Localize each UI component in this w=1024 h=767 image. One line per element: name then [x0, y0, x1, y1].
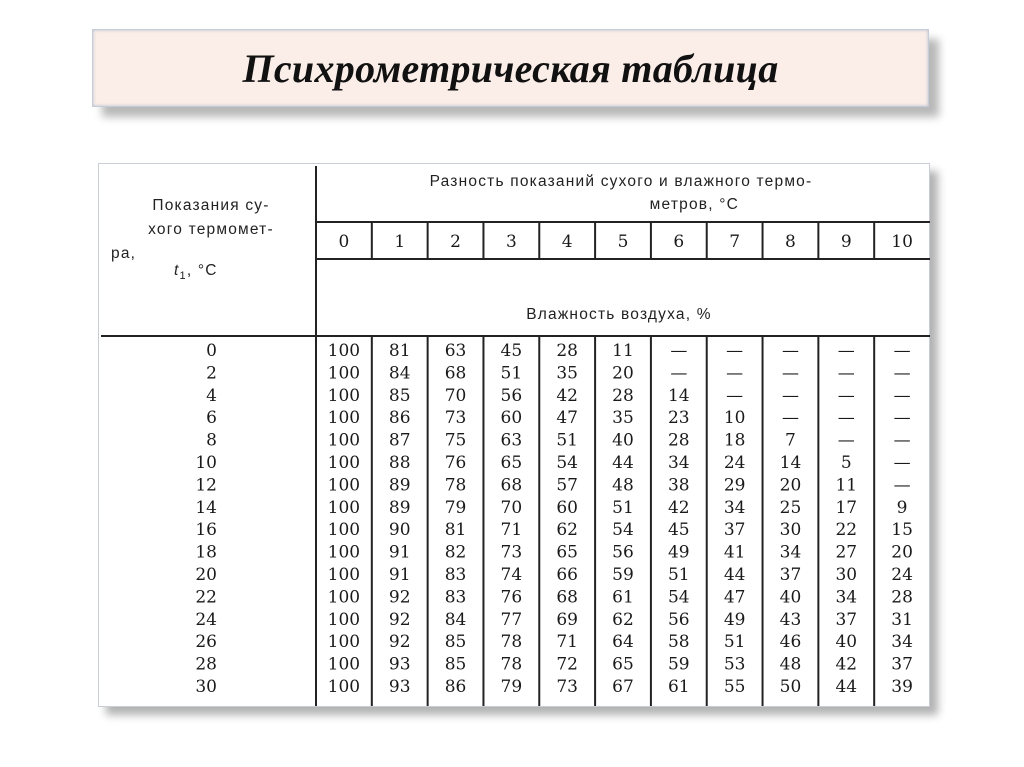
column-number: 1: [394, 232, 406, 252]
humidity-value: 34: [723, 497, 746, 518]
empty-cell: —: [893, 385, 911, 406]
column-number: 9: [840, 232, 852, 252]
humidity-value: 10: [723, 408, 746, 429]
row-temperature: 10: [195, 453, 217, 473]
humidity-value: 65: [556, 542, 579, 563]
humidity-value: 38: [667, 475, 690, 496]
row-temperature: 24: [195, 609, 217, 630]
empty-cell: —: [781, 341, 799, 361]
humidity-value: 69: [556, 609, 579, 630]
humidity-value: 100: [327, 385, 361, 406]
humidity-value: 100: [327, 609, 361, 630]
humidity-value: 72: [556, 654, 579, 675]
humidity-value: 78: [500, 654, 523, 675]
humidity-value: 67: [612, 677, 634, 697]
humidity-value: 100: [327, 654, 361, 675]
column-number: 8: [785, 232, 796, 252]
humidity-value: 43: [779, 609, 802, 630]
humidity-value: 51: [556, 430, 579, 451]
humidity-value: 100: [327, 408, 361, 429]
humidity-value: 70: [444, 385, 467, 406]
humidity-value: 81: [388, 341, 411, 361]
humidity-value: 20: [779, 475, 802, 496]
humidity-value: 59: [667, 654, 690, 675]
humidity-value: 71: [556, 632, 579, 653]
humidity-value: 25: [779, 497, 802, 518]
column-number: 4: [561, 232, 573, 252]
humidity-value: 15: [891, 520, 913, 541]
humidity-value: 44: [612, 453, 634, 473]
humidity-value: 7: [785, 430, 796, 451]
humidity-value: 31: [891, 609, 913, 630]
humidity-value: 92: [388, 632, 411, 653]
page-title: Психрометрическая таблица: [242, 45, 779, 91]
humidity-value: 20: [612, 363, 634, 384]
humidity-value: 55: [723, 677, 746, 697]
row-temperature: 12: [195, 475, 217, 496]
table-grid: [99, 164, 931, 708]
empty-cell: —: [837, 408, 855, 429]
humidity-value: 37: [723, 520, 746, 541]
humidity-value: 45: [500, 341, 523, 361]
humidity-value: 51: [667, 565, 690, 585]
humidity-value: 100: [327, 453, 361, 473]
empty-cell: —: [781, 385, 799, 406]
humidity-value: 37: [835, 609, 858, 630]
humidity-value: 35: [556, 363, 579, 384]
humidity-value: 30: [779, 520, 802, 541]
humidity-value: 42: [835, 654, 858, 675]
humidity-value: 57: [556, 475, 579, 496]
humidity-value: 51: [723, 632, 746, 653]
humidity-value: 100: [327, 497, 361, 518]
column-number: 10: [891, 232, 913, 252]
humidity-value: 28: [612, 385, 634, 406]
humidity-value: 100: [327, 363, 361, 384]
humidity-value: 24: [723, 453, 746, 473]
humidity-value: 30: [835, 565, 858, 585]
humidity-value: 61: [612, 587, 634, 608]
column-number: 2: [450, 232, 461, 252]
humidity-value: 100: [327, 677, 361, 697]
humidity-value: 5: [840, 453, 852, 473]
row-header-subscript: 1: [179, 270, 187, 282]
humidity-value: 53: [723, 654, 746, 675]
humidity-value: 47: [556, 408, 579, 429]
humidity-value: 63: [500, 430, 523, 451]
empty-cell: —: [837, 341, 855, 361]
humidity-value: 62: [612, 609, 634, 630]
empty-cell: —: [837, 430, 855, 451]
humidity-value: 34: [891, 632, 913, 653]
humidity-value: 66: [556, 565, 579, 585]
humidity-value: 48: [779, 654, 802, 675]
humidity-value: 68: [556, 587, 579, 608]
humidity-value: 77: [500, 609, 523, 630]
humidity-value: 41: [723, 542, 746, 563]
humidity-value: 44: [723, 565, 746, 585]
humidity-value: 85: [444, 632, 467, 653]
row-temperature: 28: [195, 654, 217, 675]
humidity-value: 86: [388, 408, 411, 429]
humidity-value: 91: [388, 565, 411, 585]
title-banner: [92, 29, 929, 107]
sub-header: Влажность воздуха, %: [526, 306, 712, 323]
humidity-value: 75: [444, 430, 467, 451]
humidity-value: 93: [388, 677, 411, 697]
humidity-value: 28: [667, 430, 690, 451]
humidity-value: 79: [500, 677, 523, 697]
humidity-value: 100: [327, 632, 361, 653]
humidity-value: 78: [444, 475, 467, 496]
humidity-value: 42: [556, 385, 579, 406]
column-number: 5: [617, 232, 629, 252]
humidity-value: 28: [556, 341, 579, 361]
humidity-value: 59: [612, 565, 634, 585]
row-temperature: 14: [195, 497, 217, 518]
row-temperature: 26: [195, 632, 217, 653]
humidity-value: 11: [612, 341, 634, 361]
humidity-value: 84: [444, 609, 467, 630]
humidity-value: 60: [500, 408, 523, 429]
humidity-value: 100: [327, 587, 361, 608]
empty-cell: —: [670, 341, 688, 361]
humidity-value: 86: [444, 677, 467, 697]
row-temperature: 6: [206, 408, 217, 429]
humidity-value: 93: [388, 654, 411, 675]
row-header-line-1: Показания су-: [152, 197, 270, 214]
humidity-value: 51: [500, 363, 523, 384]
empty-cell: —: [837, 385, 855, 406]
humidity-value: 34: [835, 587, 858, 608]
humidity-value: 37: [891, 654, 913, 675]
humidity-value: 35: [612, 408, 634, 429]
column-number: 0: [338, 232, 350, 252]
humidity-value: 50: [779, 677, 802, 697]
top-header-line-2: метров, °C: [649, 196, 739, 213]
row-temperature: 22: [195, 587, 217, 608]
empty-cell: —: [781, 408, 799, 429]
empty-cell: —: [837, 363, 855, 384]
humidity-value: 100: [327, 520, 361, 541]
humidity-value: 91: [388, 542, 411, 563]
empty-cell: —: [726, 385, 744, 406]
humidity-value: 84: [388, 363, 411, 384]
humidity-value: 27: [835, 542, 858, 563]
humidity-value: 100: [327, 542, 361, 563]
humidity-value: 68: [500, 475, 523, 496]
humidity-value: 40: [779, 587, 802, 608]
humidity-value: 71: [500, 520, 523, 541]
humidity-value: 48: [612, 475, 634, 496]
humidity-value: 100: [327, 475, 361, 496]
row-temperature: 16: [195, 520, 217, 541]
humidity-value: 92: [388, 609, 411, 630]
humidity-value: 49: [667, 542, 690, 563]
humidity-value: 92: [388, 587, 411, 608]
humidity-value: 76: [500, 587, 523, 608]
humidity-value: 28: [891, 587, 913, 608]
row-temperature: 0: [206, 341, 217, 361]
humidity-value: 61: [667, 677, 690, 697]
humidity-value: 83: [444, 565, 467, 585]
humidity-value: 14: [667, 385, 690, 406]
empty-cell: —: [893, 341, 911, 361]
humidity-value: 54: [612, 520, 634, 541]
empty-cell: —: [670, 363, 688, 384]
humidity-value: 83: [444, 587, 467, 608]
empty-cell: —: [781, 363, 799, 384]
row-temperature: 2: [206, 363, 217, 384]
humidity-value: 39: [891, 677, 913, 697]
humidity-value: 49: [723, 609, 746, 630]
humidity-value: 18: [723, 430, 746, 451]
humidity-value: 73: [444, 408, 467, 429]
humidity-value: 64: [612, 632, 634, 653]
row-temperature: 8: [206, 430, 217, 451]
humidity-value: 22: [835, 520, 858, 541]
humidity-value: 100: [327, 430, 361, 451]
humidity-value: 74: [500, 565, 523, 585]
column-number: 3: [505, 232, 517, 252]
empty-cell: —: [893, 408, 911, 429]
humidity-value: 79: [444, 497, 467, 518]
row-header-line-2: хого термомет-: [148, 221, 274, 238]
humidity-value: 82: [444, 542, 467, 563]
humidity-value: 45: [667, 520, 690, 541]
empty-cell: —: [893, 430, 911, 451]
humidity-value: 17: [835, 497, 858, 518]
humidity-value: 60: [556, 497, 579, 518]
humidity-value: 90: [388, 520, 411, 541]
humidity-value: 89: [388, 475, 411, 496]
humidity-value: 42: [667, 497, 690, 518]
humidity-value: 65: [500, 453, 523, 473]
top-header-line-1: Разность показаний сухого и влажного термо-: [429, 173, 813, 190]
humidity-value: 63: [444, 341, 467, 361]
empty-cell: —: [893, 363, 911, 384]
humidity-value: 40: [612, 430, 634, 451]
row-temperature: 4: [206, 385, 217, 406]
empty-cell: —: [893, 475, 911, 496]
humidity-value: 100: [327, 341, 361, 361]
humidity-value: 47: [723, 587, 746, 608]
humidity-value: 54: [667, 587, 690, 608]
column-number: 7: [729, 232, 741, 252]
humidity-value: 62: [556, 520, 579, 541]
humidity-value: 40: [835, 632, 858, 653]
row-header-line-3: ра,: [111, 245, 137, 262]
empty-cell: —: [726, 363, 744, 384]
humidity-value: 56: [612, 542, 634, 563]
row-header-symbol: t: [174, 262, 180, 279]
row-header-unit-text: , °C: [186, 262, 218, 279]
empty-cell: —: [893, 453, 911, 473]
humidity-value: 68: [444, 363, 467, 384]
row-header-unit: [174, 262, 218, 282]
humidity-value: 20: [891, 542, 913, 563]
humidity-value: 11: [835, 475, 858, 496]
humidity-value: 87: [388, 430, 411, 451]
humidity-value: 46: [779, 632, 802, 653]
humidity-value: 54: [556, 453, 579, 473]
humidity-value: 81: [444, 520, 467, 541]
row-temperature: 20: [195, 565, 217, 585]
humidity-value: 34: [667, 453, 690, 473]
humidity-value: 51: [612, 497, 634, 518]
humidity-value: 85: [388, 385, 411, 406]
humidity-value: 37: [779, 565, 802, 585]
humidity-value: 65: [612, 654, 634, 675]
humidity-value: 14: [779, 453, 802, 473]
humidity-value: 76: [444, 453, 467, 473]
humidity-value: 58: [667, 632, 690, 653]
humidity-value: 56: [500, 385, 523, 406]
humidity-value: 23: [667, 408, 690, 429]
humidity-value: 85: [444, 654, 467, 675]
humidity-value: 56: [667, 609, 690, 630]
humidity-value: 70: [500, 497, 523, 518]
humidity-value: 29: [723, 475, 746, 496]
empty-cell: —: [726, 341, 744, 361]
humidity-value: 34: [779, 542, 802, 563]
psychrometric-table: [98, 163, 930, 707]
humidity-value: 44: [835, 677, 858, 697]
humidity-value: 73: [500, 542, 523, 563]
humidity-value: 78: [500, 632, 523, 653]
humidity-value: 24: [891, 565, 913, 585]
column-number: 6: [673, 232, 685, 252]
humidity-value: 73: [556, 677, 579, 697]
row-temperature: 18: [195, 542, 217, 563]
humidity-value: 100: [327, 565, 361, 585]
humidity-value: 89: [388, 497, 411, 518]
row-temperature: 30: [195, 677, 217, 697]
humidity-value: 9: [896, 497, 908, 518]
humidity-value: 88: [388, 453, 411, 473]
